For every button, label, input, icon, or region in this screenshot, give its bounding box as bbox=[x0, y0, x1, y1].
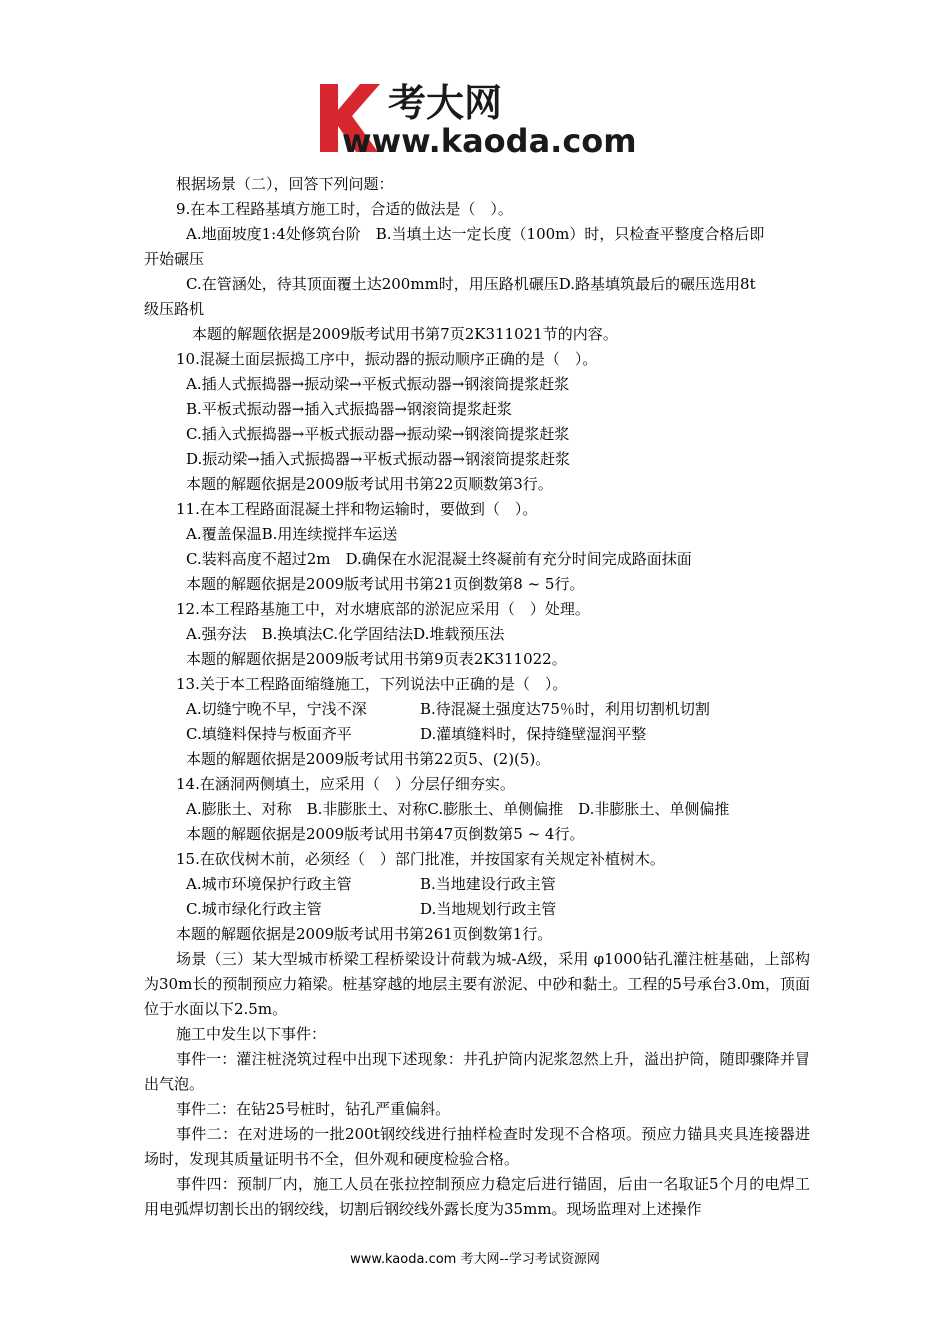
event-1: 事件一：灌注桩浇筑过程中出现下述现象：井孔护筒内泥浆忽然上升，溢出护筒，随即骤降并冒出气泡。 bbox=[144, 1050, 810, 1093]
q11-options-cd: C.装料高度不超过2m D.确保在水泥混凝土终凝前有充分时间完成路面抹面 bbox=[186, 550, 692, 568]
q15-option-c: C.城市绿化行政主管 bbox=[186, 900, 322, 918]
q9-options-ab-cont: 开始碾压 bbox=[144, 250, 205, 268]
q14-basis: 本题的解题依据是2009版考试用书第47页倒数第5 ~ 4行。 bbox=[186, 825, 585, 843]
event-3: 事件二：在对进场的一批200t钢绞线进行抽样检查时发现不合格项。预应力锚具夹具连接器进场时，发现其质量证明书不全，但外观和硬度检验合格。 bbox=[144, 1125, 810, 1168]
document-body bbox=[144, 172, 810, 1222]
q11-options-ab: A.覆盖保温B.用连续搅拌车运送 bbox=[186, 525, 398, 543]
q15-basis: 本题的解题依据是2009版考试用书第261页倒数第1行。 bbox=[176, 925, 553, 943]
question-15: 15.在砍伐树木前，必须经（ ）部门批准，并按国家有关规定补植树木。 bbox=[176, 850, 665, 868]
q12-basis: 本题的解题依据是2009版考试用书第9页表2K311022。 bbox=[186, 650, 567, 668]
q10-option-c: C.插入式振捣器→平板式振动器→振动梁→钢滚筒提浆赶浆 bbox=[186, 425, 570, 443]
q13-option-b: B.待混凝土强度达75％时，利用切割机切割 bbox=[420, 700, 710, 718]
q10-option-d: D.振动梁→插入式振捣器→平板式振动器→钢滚筒提浆赶浆 bbox=[186, 450, 570, 468]
q13-option-d: D.灌填缝料时，保持缝壁湿润平整 bbox=[420, 725, 647, 743]
q13-options-cd bbox=[144, 722, 810, 747]
q9-basis: 本题的解题依据是2009版考试用书第7页2K311021节的内容。 bbox=[192, 325, 618, 343]
q13-option-c: C.填缝料保持与板面齐平 bbox=[186, 725, 352, 743]
logo-url-text: www.kaoda.com bbox=[342, 122, 637, 158]
q13-option-a: A.切缝宁晚不早，宁浅不深 bbox=[186, 700, 367, 718]
q10-option-b: B.平板式振动器→插入式振捣器→钢滚筒提浆赶浆 bbox=[186, 400, 512, 418]
q14-options: A.膨胀土、对称 B.非膨胀土、对称C.膨胀土、单侧偏推 D.非膨胀土、单侧偏推 bbox=[186, 800, 730, 818]
kaoda-logo-mark bbox=[318, 80, 638, 158]
events-heading: 施工中发生以下事件： bbox=[176, 1025, 327, 1043]
q13-basis: 本题的解题依据是2009版考试用书第22页5、(2)(5)。 bbox=[186, 750, 551, 768]
event-2: 事件二：在钻25号桩时，钻孔严重偏斜。 bbox=[176, 1100, 451, 1118]
question-13: 13.关于本工程路面缩缝施工，下列说法中正确的是（ ）。 bbox=[176, 675, 568, 693]
q15-options-ab bbox=[144, 872, 810, 897]
question-14: 14.在涵洞两侧填土，应采用（ ）分层仔细夯实。 bbox=[176, 775, 515, 793]
event-4: 事件四：预制厂内，施工人员在张拉控制预应力稳定后进行锚固，后由一名取证5个月的电焊工用电弧焊切割长出的钢绞线，切割后钢绞线外露长度为35mm。现场监理对上述操作 bbox=[144, 1175, 810, 1218]
q10-basis: 本题的解题依据是2009版考试用书第22页顺数第3行。 bbox=[186, 475, 553, 493]
question-12: 12.本工程路基施工中，对水塘底部的淤泥应采用（ ）处理。 bbox=[176, 600, 590, 618]
q15-option-b: B.当地建设行政主管 bbox=[420, 875, 556, 893]
q11-basis: 本题的解题依据是2009版考试用书第21页倒数第8 ~ 5行。 bbox=[186, 575, 585, 593]
question-9: 9.在本工程路基填方施工时，合适的做法是（ ）。 bbox=[176, 200, 513, 218]
kaoda-logo bbox=[318, 80, 638, 158]
q9-options-cd-cont: 级压路机 bbox=[144, 300, 205, 318]
scenario-3-paragraph: 场景（三）某大型城市桥梁工程桥梁设计荷载为城-A级，采用 φ1000钻孔灌注桩基础，上部构为30m长的预制预应力箱梁。桩基穿越的地层主要有淤泥、中砂和黏土。工程的5号承台3.0m，顶面位于水面以下2.5m。 bbox=[144, 950, 810, 1018]
q15-options-cd bbox=[144, 897, 810, 922]
section-intro: 根据场景（二），回答下列问题： bbox=[176, 175, 394, 193]
question-10: 10.混凝土面层振捣工序中，振动器的振动顺序正确的是（ ）。 bbox=[176, 350, 598, 368]
logo-cn-text: 考大网 bbox=[388, 81, 503, 125]
question-11: 11.在本工程路面混凝土拌和物运输时，要做到（ ）。 bbox=[176, 500, 538, 518]
q12-options: A.强夯法 B.换填法C.化学固结法D.堆载预压法 bbox=[186, 625, 505, 643]
q13-options-ab bbox=[144, 697, 810, 722]
q9-options-cd: C.在管涵处，待其顶面覆土达200mm时，用压路机碾压D.路基填筑最后的碾压选用8t bbox=[186, 275, 756, 293]
q9-options-ab: A.地面坡度1:4处修筑台阶 B.当填土达一定长度（100m）时，只检查平整度合格后即 bbox=[186, 225, 765, 243]
q10-option-a: A.插人式振捣器→振动梁→平板式振动器→钢滚筒提浆赶浆 bbox=[186, 375, 570, 393]
page-footer: www.kaoda.com 考大网--学习考试资源网 bbox=[350, 1252, 600, 1267]
q15-option-d: D.当地规划行政主管 bbox=[420, 900, 557, 918]
q15-option-a: A.城市环境保护行政主管 bbox=[186, 875, 352, 893]
